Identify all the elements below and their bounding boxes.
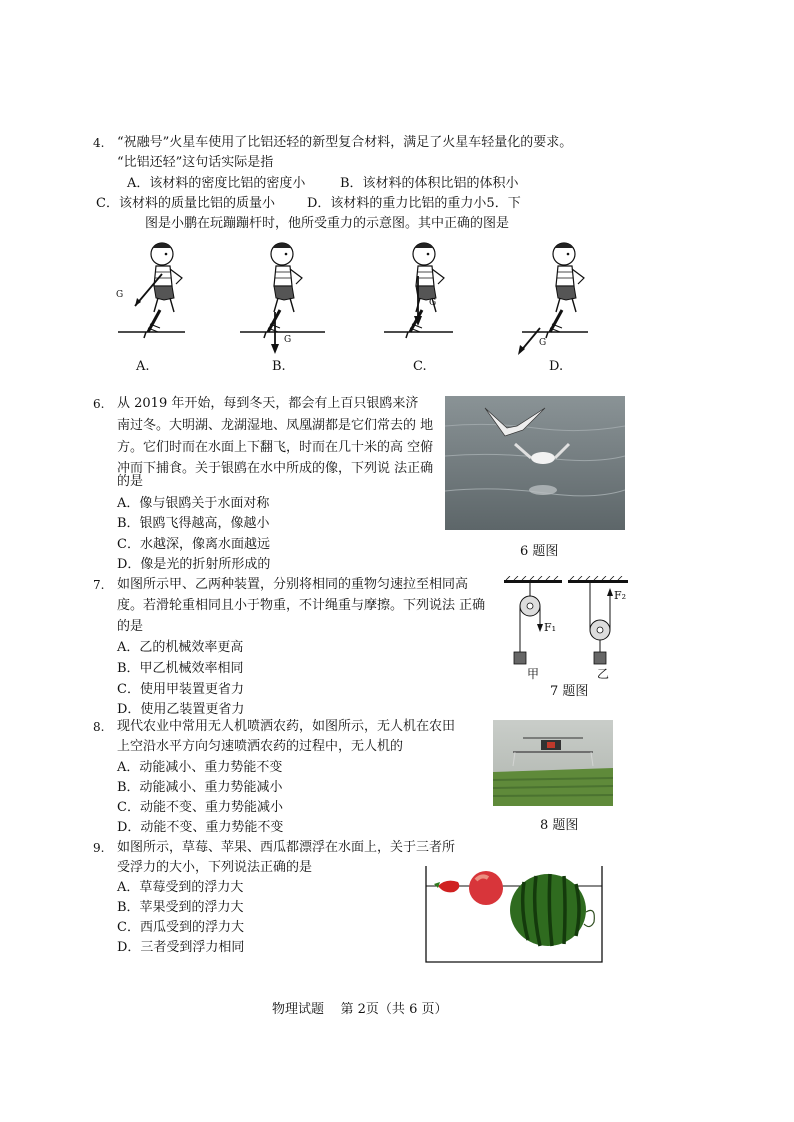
q7-caption: 7 题图 [550, 684, 589, 699]
q8-option-c: C．动能不变、重力势能减小 [117, 800, 283, 815]
q6-seagull-photo [445, 396, 625, 530]
q6-stem-line2: 南过冬。大明湖、龙湖湿地、凤凰湖都是它们常去的 地 [117, 418, 434, 433]
q5-g-label-c: G [429, 298, 437, 308]
q8-option-d: D．动能不变、重力势能不变 [117, 820, 284, 835]
q7-label-f2: F₂ [614, 589, 627, 602]
q7-label-yi: 乙 [597, 667, 610, 681]
q8-stem-line1: 现代农业中常用无人机喷洒农药，如图所示，无人机在农田 [117, 719, 456, 734]
q7-pulley-diagram [502, 576, 632, 676]
q7-label-jia: 甲 [527, 667, 540, 681]
q8-stem-line2: 上空沿水平方向匀速喷洒农药的过程中，无人机的 [117, 739, 404, 754]
q5-label-b: B. [272, 359, 286, 374]
q4-stem-line2: “比铝还轻”这句话实际是指 [117, 155, 274, 170]
q6-stem-line5: 的是 [117, 474, 144, 489]
q4-stem-line1: “祝融号”火星车使用了比铝还轻的新型复合材料，满足了火星车轻量化的要求。 [117, 135, 573, 150]
q6-option-b: B．银鸥飞得越高，像越小 [117, 516, 270, 531]
q9-stem-line2: 受浮力的大小，下列说法正确的是 [117, 860, 313, 875]
q5-g-label-d: G [539, 338, 547, 348]
apple-icon [469, 871, 503, 905]
q6-stem-line4: 冲而下捕食。关于银鸥在水中所成的像，下列说 法正确 [117, 461, 434, 476]
q5-label-c: C. [413, 359, 427, 374]
q7-option-c: C．使用甲装置更省力 [117, 682, 244, 697]
q6-stem-line3: 方。它们时而在水面上下翻飞，时而在几十米的高 空俯 [117, 440, 434, 455]
q6-option-c: C．水越深，像离水面越远 [117, 537, 270, 552]
watermelon-icon [510, 874, 594, 946]
q5-g-label-a: G [116, 290, 124, 300]
q9-stem-line1: 如图所示，草莓、苹果、西瓜都漂浮在水面上，关于三者所 [117, 840, 456, 855]
q6-option-a: A．像与银鸥关于水面对称 [117, 496, 270, 511]
q5-g-label-b: G [284, 335, 292, 345]
q5-figure-a [118, 243, 185, 338]
q8-option-a: A．动能减小、重力势能不变 [117, 760, 283, 775]
q6-caption: 6 题图 [520, 544, 559, 559]
q7-stem-line2: 度。若滑轮重相同且小于物重，不计绳重与摩擦。下列说法 正确 [117, 598, 486, 613]
q6-number: 6. [93, 397, 105, 411]
q8-drone-photo [493, 720, 613, 806]
q5-figure-b [240, 243, 325, 354]
q8-caption: 8 题图 [540, 818, 579, 833]
q4-option-d: D．该材料的重力比铝的重力小5．下 [307, 196, 521, 211]
q8-option-b: B．动能减小、重力势能减小 [117, 780, 283, 795]
strawberry-icon [434, 881, 459, 893]
q4-number: 4. [93, 136, 105, 150]
q9-option-d: D．三者受到浮力相同 [117, 940, 245, 955]
q9-option-a: A．草莓受到的浮力大 [117, 880, 244, 895]
q5-figure-c [384, 243, 453, 338]
q9-number: 9. [93, 841, 105, 855]
q6-stem-line1: 从 2019 年开始，每到冬天，都会有上百只银鸥来济 [117, 396, 419, 411]
q9-floating-fruits-diagram [424, 866, 608, 966]
q7-option-a: A．乙的机械效率更高 [117, 640, 244, 655]
q5-pogo-figures [110, 228, 630, 368]
q4-option-b: B．该材料的体积比铝的体积小 [340, 176, 519, 191]
page-footer: 物理试题 第 2页（共 6 页） [272, 1002, 448, 1017]
q5-figure-d [518, 243, 588, 355]
q9-option-c: C．西瓜受到的浮力大 [117, 920, 244, 935]
q7-label-f1: F₁ [544, 621, 557, 634]
q4-option-c: C．该材料的质量比铝的质量小 [96, 196, 275, 211]
q7-option-b: B．甲乙机械效率相同 [117, 661, 244, 676]
q7-stem-line3: 的是 [117, 619, 144, 634]
q7-stem-line1: 如图所示甲、乙两种装置，分别将相同的重物匀速拉至相同高 [117, 577, 469, 592]
q7-number: 7. [93, 578, 105, 592]
q4-option-a: A．该材料的密度比铝的密度小 [127, 176, 306, 191]
q5-label-a: A. [136, 359, 150, 374]
q9-option-b: B．苹果受到的浮力大 [117, 900, 244, 915]
q5-stem: 图是小鹏在玩蹦蹦杆时，他所受重力的示意图。其中正确的图是 [145, 216, 510, 231]
q6-option-d: D．像是光的折射所形成的 [117, 557, 271, 572]
q8-number: 8. [93, 720, 105, 734]
q5-label-d: D. [549, 359, 564, 374]
q7-option-d: D．使用乙装置更省力 [117, 702, 245, 717]
